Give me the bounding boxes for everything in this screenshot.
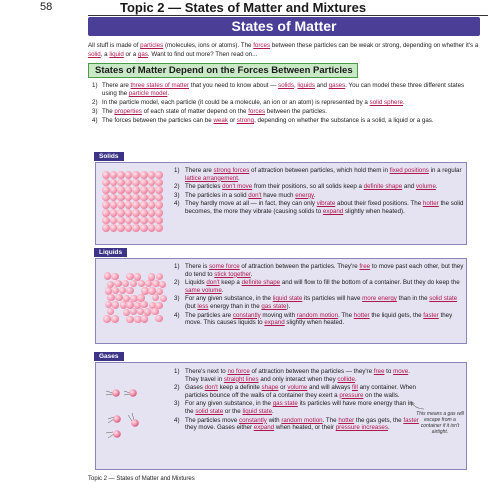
keyword: gas: [137, 51, 148, 58]
liquids-points: [174, 263, 464, 328]
keyword: don't: [206, 279, 220, 287]
particle: [117, 201, 125, 209]
text-run: The particles move: [185, 416, 239, 424]
text-run: . The: [338, 311, 354, 319]
numbered-point: [174, 263, 464, 278]
keyword: don't move: [222, 183, 253, 191]
gas-escape-caption: This means a gas will escape from a container if it isn't airtight.: [416, 411, 464, 435]
text-run: the solid becomes, the more they vibrate (causing solids to: [185, 200, 464, 215]
page-title: States of Matter: [231, 18, 337, 34]
gases-panel: [95, 353, 467, 470]
text-run: All stuff is made of: [88, 42, 141, 49]
text-run: The particles: [185, 183, 223, 191]
keyword: random motion: [281, 416, 323, 424]
keyword: faster: [403, 416, 419, 424]
numbered-point: [174, 417, 419, 432]
numbered-point: [174, 400, 419, 415]
text-run: , a: [100, 51, 110, 58]
solids-tag: Solids: [94, 152, 124, 161]
numbered-point: [174, 192, 464, 200]
keyword: particles: [140, 42, 164, 49]
numbered-point: [174, 183, 464, 191]
solids-points: [174, 167, 464, 217]
text-run: moving with: [260, 311, 297, 319]
section-heading: States of Matter Depend on the Forces Between Particles: [95, 65, 353, 76]
text-run: .: [237, 174, 240, 182]
point-text: [185, 417, 419, 432]
liquids-tag: Liquids: [94, 248, 127, 257]
point-text: [185, 368, 419, 383]
text-run: .: [221, 286, 224, 294]
keyword: hotter: [338, 416, 355, 424]
particle: [148, 224, 156, 232]
keyword: expand: [322, 207, 344, 215]
particle: [125, 171, 133, 179]
numbered-point: [174, 295, 464, 310]
point-text: [185, 200, 464, 215]
keyword: fixed positions: [389, 167, 429, 174]
keyword: don't: [248, 191, 262, 199]
particle: [130, 308, 137, 315]
point-text: [102, 99, 405, 107]
keyword: straight lines: [223, 375, 259, 383]
text-run: .: [387, 424, 390, 432]
numbered-point: [92, 82, 477, 98]
gases-points: [174, 368, 419, 433]
keyword: properties: [114, 108, 142, 115]
text-run: have much: [261, 191, 296, 199]
liquid-particles-diagram: [104, 273, 164, 331]
particle: [140, 186, 148, 194]
particle: [125, 224, 133, 232]
particle: [125, 194, 133, 202]
keyword: weak: [213, 117, 228, 124]
point-text: [185, 192, 315, 200]
intro-points: [92, 82, 477, 126]
point-number: 2): [174, 183, 180, 191]
particle: [110, 224, 118, 232]
text-run: of attraction between the particles — they're: [249, 368, 374, 375]
particle: [110, 209, 118, 217]
keyword: forces: [253, 42, 271, 49]
particle: [155, 194, 163, 202]
point-number: 1): [174, 263, 180, 270]
text-run: any container. When particles bounce off the walls of a container they exert a: [185, 384, 416, 399]
point-text: [185, 400, 419, 415]
particle: [115, 294, 122, 301]
text-run: on the walls.: [363, 391, 400, 399]
intro-paragraph: [88, 41, 480, 59]
point-number: 4): [174, 311, 180, 319]
page-title-banner: [88, 17, 480, 36]
keyword: solid: [88, 51, 101, 58]
text-run: than in the: [396, 295, 430, 303]
numbered-point: [92, 108, 477, 116]
particle: [107, 308, 114, 315]
text-run: and will flow to fill the bottom of a container. But they do keep the: [280, 279, 460, 287]
particle: [132, 194, 140, 202]
particle: [148, 179, 156, 187]
text-run: slightly when heated).: [343, 207, 405, 215]
keyword: more energy: [362, 295, 397, 303]
particle: [155, 171, 163, 179]
keyword: forces: [248, 108, 266, 115]
keyword: liquid state: [272, 295, 303, 303]
keyword: less: [197, 302, 209, 310]
particle: [140, 224, 148, 232]
keyword: free: [359, 263, 371, 270]
particle: [140, 209, 148, 217]
particle: [102, 186, 110, 194]
text-run: For any given substance, in the: [185, 400, 273, 408]
particle: [103, 315, 110, 322]
text-run: (molecules, ions or atoms). The: [163, 42, 254, 49]
point-number: 4): [92, 117, 98, 124]
point-number: 3): [174, 400, 180, 408]
text-run: to move past each other, but they do tend to: [185, 263, 464, 278]
topic-title: Topic 2 — States of Matter and Mixtures: [120, 0, 367, 15]
text-run: and will always: [307, 384, 353, 392]
point-text: [185, 183, 438, 191]
numbered-point: [174, 368, 419, 383]
keyword: gas state: [272, 400, 298, 408]
keyword: three states of matter: [130, 82, 190, 89]
keyword: strong: [236, 117, 255, 124]
gases-tag: Gases: [94, 352, 124, 361]
keyword: pressure: [339, 391, 364, 399]
text-run: and: [402, 183, 416, 191]
keyword: free: [373, 368, 385, 375]
keyword: shape: [261, 384, 279, 392]
text-run: energy than in the: [208, 302, 262, 310]
text-run: The: [102, 108, 115, 115]
text-run: of attraction between particles, which hold them in: [249, 167, 390, 174]
keyword: liquid: [109, 51, 124, 58]
particle: [155, 201, 163, 209]
text-run: .: [313, 191, 316, 199]
text-run: Liquids: [185, 279, 207, 287]
particle: [132, 209, 140, 217]
text-run: they move. This causes liquids to: [185, 311, 453, 327]
keyword: strong forces: [213, 167, 250, 174]
keyword: collide: [337, 375, 355, 383]
point-number: 1): [92, 82, 98, 89]
keyword: fill: [352, 384, 358, 392]
particle: [155, 224, 163, 232]
text-run: to: [384, 368, 394, 375]
point-number: 2): [174, 384, 180, 392]
keyword: definite shape: [241, 279, 281, 287]
text-run: that you need to know about —: [189, 82, 279, 89]
text-run: . You can model these three different states using the: [102, 82, 465, 97]
particle: [141, 315, 148, 322]
particle: [102, 179, 110, 187]
numbered-point: [174, 279, 464, 294]
particle: [140, 217, 148, 225]
text-run: about their fixed positions. The: [335, 200, 423, 208]
point-number: 4): [174, 200, 180, 208]
keyword: solid state: [429, 295, 458, 303]
keyword: pressure increases: [335, 424, 388, 432]
particle: [117, 209, 125, 217]
text-run: In the particle model, each particle (it could be a molecule, an ion or an atom) is represented by a: [102, 99, 370, 106]
keyword: volume: [415, 183, 436, 191]
keyword: some force: [209, 263, 240, 270]
particle: [117, 179, 125, 187]
numbered-point: [92, 117, 477, 125]
text-run: from their positions, so all solids keep a: [252, 183, 364, 191]
particle: [155, 217, 163, 225]
text-run: There's next to: [185, 368, 228, 375]
text-run: keep a: [219, 279, 242, 287]
text-run: the gas gets, the: [354, 416, 404, 424]
particle: [117, 224, 125, 232]
caption-arrow: [408, 399, 426, 411]
keyword: solid state: [195, 407, 224, 415]
text-run: its particles will have: [302, 295, 363, 303]
keyword: liquid state: [242, 407, 273, 415]
text-run: Gases: [185, 384, 205, 392]
text-run: The particles are: [185, 311, 233, 319]
keyword: liquids: [297, 82, 315, 89]
point-number: 2): [92, 99, 98, 106]
text-run: .: [272, 407, 274, 415]
point-number: 3): [174, 295, 180, 303]
keyword: constantly: [232, 311, 261, 319]
particle: [148, 194, 156, 202]
keyword: gases: [328, 82, 346, 89]
text-run: and only interact when they: [258, 375, 338, 383]
keyword: solids: [278, 82, 294, 89]
keyword: constantly: [239, 416, 267, 424]
text-run: or: [227, 117, 237, 124]
section-heading-banner: [88, 63, 358, 78]
keyword: don't: [204, 384, 218, 392]
particle: [110, 194, 118, 202]
particle: [132, 186, 140, 194]
particle: [155, 186, 163, 194]
text-run: they move. Gases either: [185, 424, 254, 432]
particle: [110, 217, 118, 225]
particle: [125, 217, 133, 225]
keyword: solid sphere: [369, 99, 403, 106]
particle: [112, 301, 119, 308]
keyword: energy: [295, 191, 314, 199]
point-text: [185, 312, 464, 327]
text-run: of each state of matter depend on the: [141, 108, 249, 115]
page-footer: Topic 2 — States of Matter and Mixtures: [88, 476, 195, 482]
numbered-point: [174, 200, 464, 215]
particle: [102, 209, 110, 217]
numbered-point: [92, 99, 477, 107]
particle: [132, 171, 140, 179]
numbered-point: [174, 167, 464, 182]
particle: [102, 224, 110, 232]
particle: [110, 186, 118, 194]
text-run: slightly when heated.: [284, 319, 345, 327]
particle: [125, 186, 133, 194]
keyword: volume: [287, 384, 308, 392]
particle: [117, 217, 125, 225]
text-run: The particles in a solid: [185, 191, 249, 199]
text-run: The forces between the particles can be: [102, 117, 214, 124]
point-number: 1): [174, 167, 180, 174]
text-run: . Want to find out more? Then read on...: [147, 51, 258, 58]
point-text: [102, 82, 477, 98]
text-run: They hardly move at all — in fact, they can only: [185, 200, 317, 208]
text-run: between the particles.: [265, 108, 327, 115]
keyword: lattice arrangement: [185, 174, 238, 182]
text-run: , depending on whether the substance is a solid, a liquid or a gas.: [254, 117, 434, 124]
keyword: move: [393, 368, 409, 375]
text-run: . The: [322, 416, 339, 424]
keyword: gas state: [261, 302, 287, 310]
text-run: ).: [286, 302, 291, 310]
text-run: .: [250, 270, 253, 278]
particle: [102, 171, 110, 179]
keyword: expand: [253, 424, 275, 432]
page-number: 58: [40, 1, 53, 13]
point-text: [185, 263, 464, 278]
particle: [140, 194, 148, 202]
point-text: [185, 279, 464, 294]
particle: [140, 201, 148, 209]
keyword: hotter: [353, 311, 370, 319]
text-run: and: [314, 82, 329, 89]
particle: [155, 179, 163, 187]
particle: [155, 315, 162, 322]
text-run: .: [167, 90, 170, 97]
particle: [132, 179, 140, 187]
text-run: the liquid gets, the: [369, 311, 424, 319]
particle: [117, 194, 125, 202]
particle: [132, 224, 140, 232]
keyword: expand: [264, 319, 285, 327]
text-run: For any given substance, in the: [185, 295, 273, 303]
text-run: with: [266, 416, 282, 424]
particle: [160, 295, 167, 302]
point-number: 3): [174, 191, 180, 199]
particle: [110, 171, 118, 179]
keyword: hotter: [422, 200, 439, 208]
particle: [140, 179, 148, 187]
particle: [152, 294, 159, 301]
particle: [132, 201, 140, 209]
particle: [102, 217, 110, 225]
particle: [117, 171, 125, 179]
text-run: .: [402, 99, 405, 106]
text-run: (but: [185, 302, 198, 310]
text-run: keep a definite: [217, 384, 262, 392]
particle: [117, 186, 125, 194]
particle: [126, 316, 133, 323]
keyword: random motion: [296, 311, 339, 319]
point-text: [102, 108, 327, 116]
liquids-panel: [95, 249, 467, 344]
header-rule: [88, 15, 488, 16]
text-run: There are: [102, 82, 131, 89]
particle: [148, 209, 156, 217]
particle: [110, 179, 118, 187]
keyword: same volume: [185, 286, 222, 294]
point-text: [185, 295, 464, 310]
text-run: when heated, or their: [274, 424, 336, 432]
point-number: 2): [174, 279, 180, 287]
gas-particles-diagram: [102, 381, 166, 445]
text-run: or a: [123, 51, 138, 58]
particle: [148, 201, 156, 209]
keyword: particle model: [128, 90, 168, 97]
keyword: vibrate: [316, 200, 336, 208]
particle: [102, 194, 110, 202]
particle: [148, 186, 156, 194]
solids-panel: [95, 153, 467, 245]
text-run: between these particles can be weak or strong, depending on whether it's a: [270, 42, 479, 49]
particle: [102, 201, 110, 209]
numbered-point: [174, 312, 464, 327]
point-number: 3): [92, 108, 98, 115]
particle: [148, 171, 156, 179]
particle: [148, 217, 156, 225]
keyword: no force: [227, 368, 250, 375]
text-run: ,: [293, 82, 298, 89]
text-run: .: [435, 183, 438, 191]
particle: [110, 201, 118, 209]
text-run: its particles will have more energy than in the: [185, 400, 413, 415]
particle: [132, 217, 140, 225]
point-text: [185, 384, 419, 399]
keyword: definite shape: [363, 183, 403, 191]
text-run: or: [278, 384, 288, 392]
text-run: in a regular: [428, 167, 462, 174]
particle: [125, 201, 133, 209]
page-header: [0, 0, 488, 15]
particle: [155, 209, 163, 217]
point-text: [102, 117, 434, 125]
text-run: There is: [185, 263, 210, 270]
particle: [126, 287, 133, 294]
numbered-point: [174, 384, 419, 399]
particle: [159, 281, 166, 288]
point-number: 4): [174, 416, 180, 424]
point-number: 1): [174, 368, 180, 375]
text-run: . They travel in: [185, 368, 410, 383]
point-text: [185, 167, 464, 182]
text-run: .: [354, 375, 357, 383]
text-run: or the: [223, 407, 243, 415]
text-run: There are: [185, 167, 214, 174]
particle: [125, 209, 133, 217]
text-run: of attraction between the particles. They're: [239, 263, 360, 270]
particle: [111, 315, 118, 322]
keyword: faster: [423, 311, 439, 319]
particle: [125, 179, 133, 187]
keyword: stick together: [214, 270, 251, 278]
solid-particles-diagram: [102, 171, 164, 231]
particle: [140, 171, 148, 179]
